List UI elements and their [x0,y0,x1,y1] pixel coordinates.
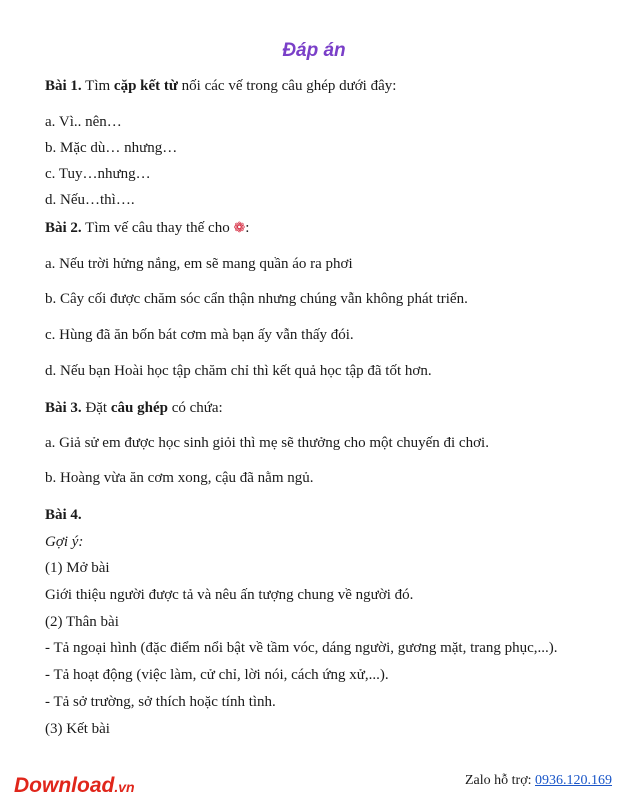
logo-suffix: .vn [114,779,135,795]
logo-text: Download [14,774,115,797]
bai1-label: Bài 1. [45,78,82,94]
bai3-heading [45,398,223,418]
bai4-line-6: - Tả sở trường, sở thích hoặc tính tình. [45,694,276,710]
bai3-item-b: b. Hoàng vừa ăn cơm xong, cậu đã nằm ngủ. [45,470,314,486]
bai4-hint: Gợi ý: [45,534,84,550]
bai4-line-3: (2) Thân bài [45,614,119,630]
zalo-support [465,773,612,789]
zalo-label: Zalo hỗ trợ: [465,773,535,788]
bai4-line-4: - Tả ngoại hình (đặc điểm nổi bật về tầm vóc, dáng người, gương mặt, trang phục,...). [45,640,558,656]
bai4-line-2: Giới thiệu người được tả và nêu ấn tượng chung về người đó. [45,587,414,603]
bai3-post: có chứa: [167,400,223,416]
bai1-item-d: d. Nếu…thì…. [45,192,135,208]
bai1-item-c: c. Tuy…nhưng… [45,166,151,182]
bai2-item-c: c. Hùng đã ăn bốn bát cơm mà bạn ấy vẫn thấy đói. [45,327,354,343]
bai4-line-7: (3) Kết bài [45,721,110,737]
bai2-label: Bài 2. [45,220,82,236]
bai3-bold: câu ghép [110,400,168,416]
bai4-label: Bài 4. [45,507,82,523]
bai1-pre: Tìm [81,78,114,94]
bai1-heading [45,76,396,96]
bai2-item-a: a. Nếu trời hửng nắng, em sẽ mang quần áo ra phơi [45,256,353,272]
zalo-phone-link[interactable]: 0936.120.169 [535,773,612,788]
bai4-line-5: - Tả hoạt động (việc làm, cử chỉ, lời nói, cách ứng xử,...). [45,667,389,683]
page-title: Đáp án [282,40,346,61]
bai2-heading [45,218,249,239]
bai3-label: Bài 3. [45,400,82,416]
bai1-item-a: a. Vì.. nên… [45,114,122,130]
bai1-item-b: b. Mặc dù… nhưng… [45,140,178,156]
flower-icon: ❁ [233,221,246,236]
bai2-colon: : [245,220,250,236]
bai1-bold: cặp kết từ [113,78,178,94]
bai2-item-b: b. Cây cối được chăm sóc cẩn thận nhưng chúng vẫn không phát triển. [45,291,468,307]
bai3-pre: Đặt [81,400,111,416]
bai1-post: nối các vế trong câu ghép dưới đây: [177,78,397,94]
bai2-text: Tìm vế câu thay thế cho [81,220,234,236]
bai3-item-a: a. Giả sử em được học sinh giỏi thì mẹ sẽ thưởng cho một chuyến đi chơi. [45,435,489,451]
bai4-line-1: (1) Mở bài [45,560,110,576]
download-logo[interactable] [14,774,135,798]
bai2-item-d: d. Nếu bạn Hoài học tập chăm chỉ thì kết quả học tập đã tốt hơn. [45,363,432,379]
